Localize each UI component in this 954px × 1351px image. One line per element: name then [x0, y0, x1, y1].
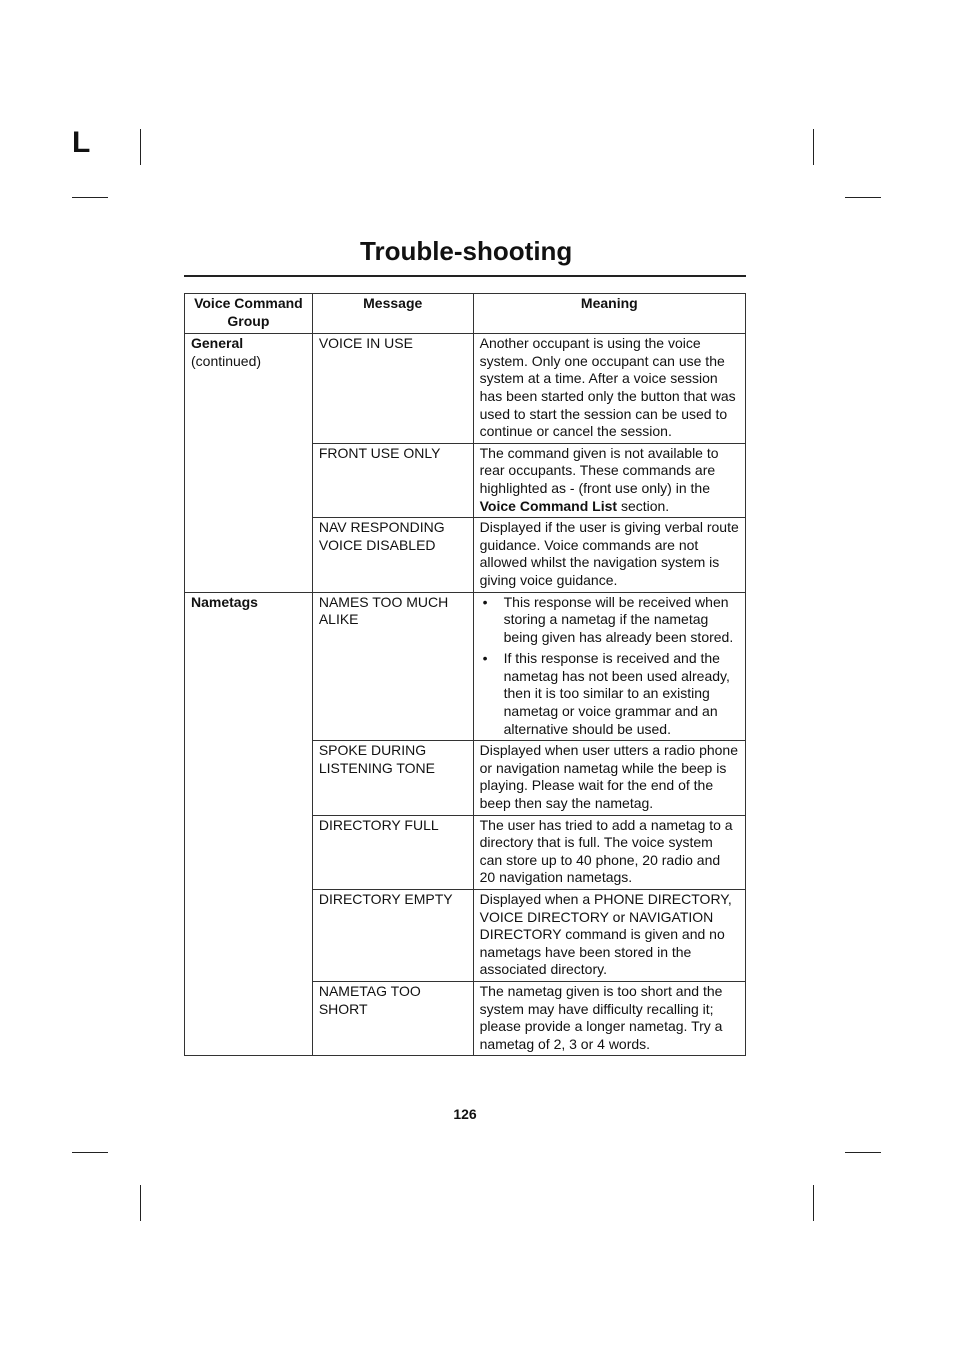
group-cell-general — [185, 334, 313, 592]
group-name: General — [191, 335, 244, 352]
title-rule — [184, 275, 746, 277]
meaning-cell: Another occupant is using the voice system. Only one occupant can use the system at a time. After a voice session has been started only the button that was used to start the session can be used to continue or cancel the session. — [473, 334, 745, 444]
crop-mark-bottom-right-vertical — [813, 1185, 814, 1221]
column-header-meaning: Meaning — [473, 294, 745, 334]
page-number: 126 — [453, 1106, 477, 1122]
group-cell-nametags — [185, 592, 313, 1056]
message-cell: FRONT USE ONLY — [312, 443, 473, 517]
meaning-cell: The nametag given is too short and the system may have difficulty recalling it; please provide a longer nametag. Try a nametag of 2, 3 or 4 words. — [473, 981, 745, 1055]
bullet-item: • This response will be received when storing a nametag if the nametag being given has already been stored. — [504, 594, 739, 647]
crop-mark-bottom-right-horizontal — [845, 1152, 881, 1153]
group-name: Nametags — [191, 593, 258, 610]
voice-command-list-reference: Voice Command List — [479, 497, 618, 514]
message-cell: NAV RESPONDING VOICE DISABLED — [312, 518, 473, 592]
page-title: Trouble-shooting — [360, 236, 573, 266]
meaning-cell: Displayed if the user is giving verbal route guidance. Voice commands are not allowed whilst the navigation system is giving voice guidance. — [473, 518, 745, 592]
table-row — [185, 592, 746, 741]
meaning-text: The command given is not available to rear occupants. These commands are highlighted as - (front use only) in the — [479, 444, 719, 496]
crop-mark-bottom-left-horizontal — [72, 1152, 108, 1153]
bullet-item: • If this response is received and the nametag has not been used already, then it is too similar to an existing nametag or voice grammar and an alternative should be used. — [504, 650, 739, 738]
meaning-cell: Displayed when a PHONE DIRECTORY, VOICE DIRECTORY or NAVIGATION DIRECTORY command is given and no nametags have been stored in the associated directory. — [473, 890, 745, 982]
crop-mark-top-right-horizontal — [845, 197, 881, 198]
meaning-cell: The user has tried to add a nametag to a directory that is full. The voice system can store up to 40 phone, 20 radio and 20 navigation nametags. — [473, 815, 745, 889]
section-letter: L — [72, 126, 91, 159]
column-header-message: Message — [312, 294, 473, 334]
message-cell: SPOKE DURING LISTENING TONE — [312, 741, 473, 815]
message-cell: VOICE IN USE — [312, 334, 473, 444]
message-cell: NAMETAG TOO SHORT — [312, 981, 473, 1055]
crop-mark-bottom-left-vertical — [140, 1185, 141, 1221]
crop-mark-top-left-horizontal — [72, 197, 108, 198]
column-header-group: Voice Command Group — [185, 294, 313, 334]
meaning-cell — [473, 443, 745, 517]
message-cell: NAMES TOO MUCH ALIKE — [312, 592, 473, 741]
bullet-list — [480, 594, 739, 739]
table-row — [185, 334, 746, 444]
meaning-cell: Displayed when user utters a radio phone or navigation nametag while the beep is playing. Please wait for the end of the beep then say the nametag. — [473, 741, 745, 815]
table-header-row — [185, 294, 746, 334]
crop-mark-top-right-vertical — [813, 129, 814, 165]
message-cell: DIRECTORY EMPTY — [312, 890, 473, 982]
meaning-text: section. — [620, 497, 670, 514]
meaning-cell — [473, 592, 745, 741]
message-cell: DIRECTORY FULL — [312, 815, 473, 889]
crop-mark-top-left-vertical — [140, 129, 141, 165]
troubleshooting-table — [184, 293, 746, 1056]
group-note: (continued) — [191, 352, 262, 369]
